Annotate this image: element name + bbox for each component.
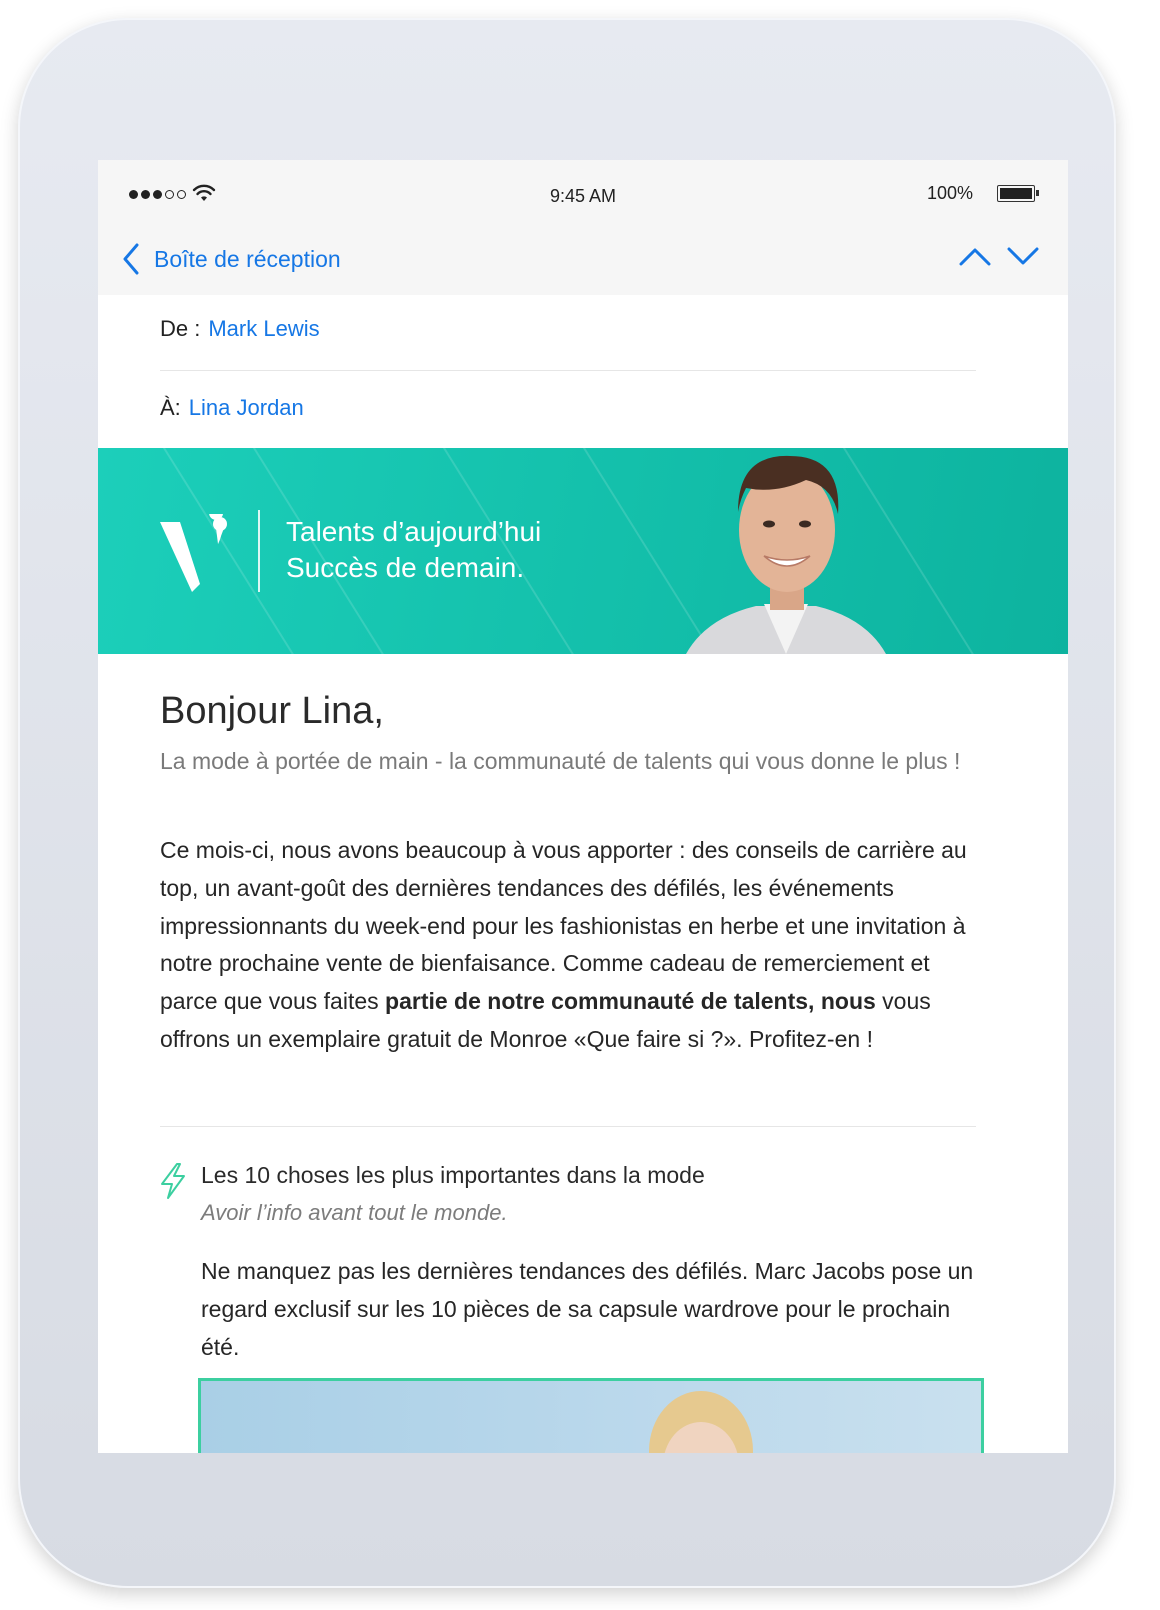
message-arrows [958,244,1040,268]
recipient-link[interactable]: Lina Jordan [188,395,304,420]
mail-nav-bar [98,220,1068,295]
chevron-left-icon [122,242,140,276]
to-label: À: [160,395,181,420]
sender-link[interactable]: Mark Lewis [208,316,320,341]
from-row [160,316,320,342]
divider [160,1126,976,1127]
status-bar [98,160,1068,220]
blonde-woman-photo [201,1381,981,1453]
feature-subtitle: Avoir l’info avant tout le monde. [201,1200,508,1225]
brand-logo-icon [158,514,236,592]
from-label: De : [160,316,201,341]
feature-image[interactable] [198,1378,984,1453]
feature-title: Les 10 choses les plus importantes dans la mode [201,1162,705,1188]
lightning-icon [158,1162,188,1200]
body-text-1: Ce mois-ci, nous avons beaucoup à vous apporter : des conseils de carrière au top, un avant-goût des dernières tendances des défilés, les événements impressionnants du week-end pour les fashionistas en herbe et une invitation à notre prochaine vente de bienfaisance. Comme cadeau de remerciement et parce que vous faites [160,837,967,1015]
chevron-up-icon[interactable] [958,244,992,268]
body-text-2: vous offrons un exemplaire gratuit de Monroe «Que faire si ?». Profitez-en ! [160,988,931,1052]
brand-banner [98,448,1068,654]
battery-icon [997,185,1035,202]
back-to-inbox-button[interactable] [122,242,341,276]
body-bold-text: partie de notre communauté de talents, nous [385,988,876,1015]
banner-divider [258,510,260,592]
greeting: Bonjour Lina, [160,690,384,732]
status-time: 9:45 AM [549,186,617,206]
email-body [160,832,990,1059]
top-bar [98,160,1068,295]
battery-percent: 100% [926,183,973,203]
feature-text: Ne manquez pas les dernières tendances des défilés. Marc Jacobs pose un regard exclusif sur les 10 pièces de sa capsule wardrove pour le prochain été. [201,1258,974,1360]
back-label: Boîte de réception [154,245,341,272]
tagline-line2: Succès de demain. [286,552,525,583]
email-subtitle: La mode à portée de main - la communauté de talents qui vous donne le plus ! [160,748,961,774]
tagline-line1: Talents d’aujourd’hui [286,516,542,547]
smiling-man-photo [686,448,886,654]
email-screen [98,160,1068,1453]
divider [160,370,976,371]
chevron-down-icon[interactable] [1006,244,1040,268]
banner-tagline [286,514,541,586]
to-row [160,395,304,421]
